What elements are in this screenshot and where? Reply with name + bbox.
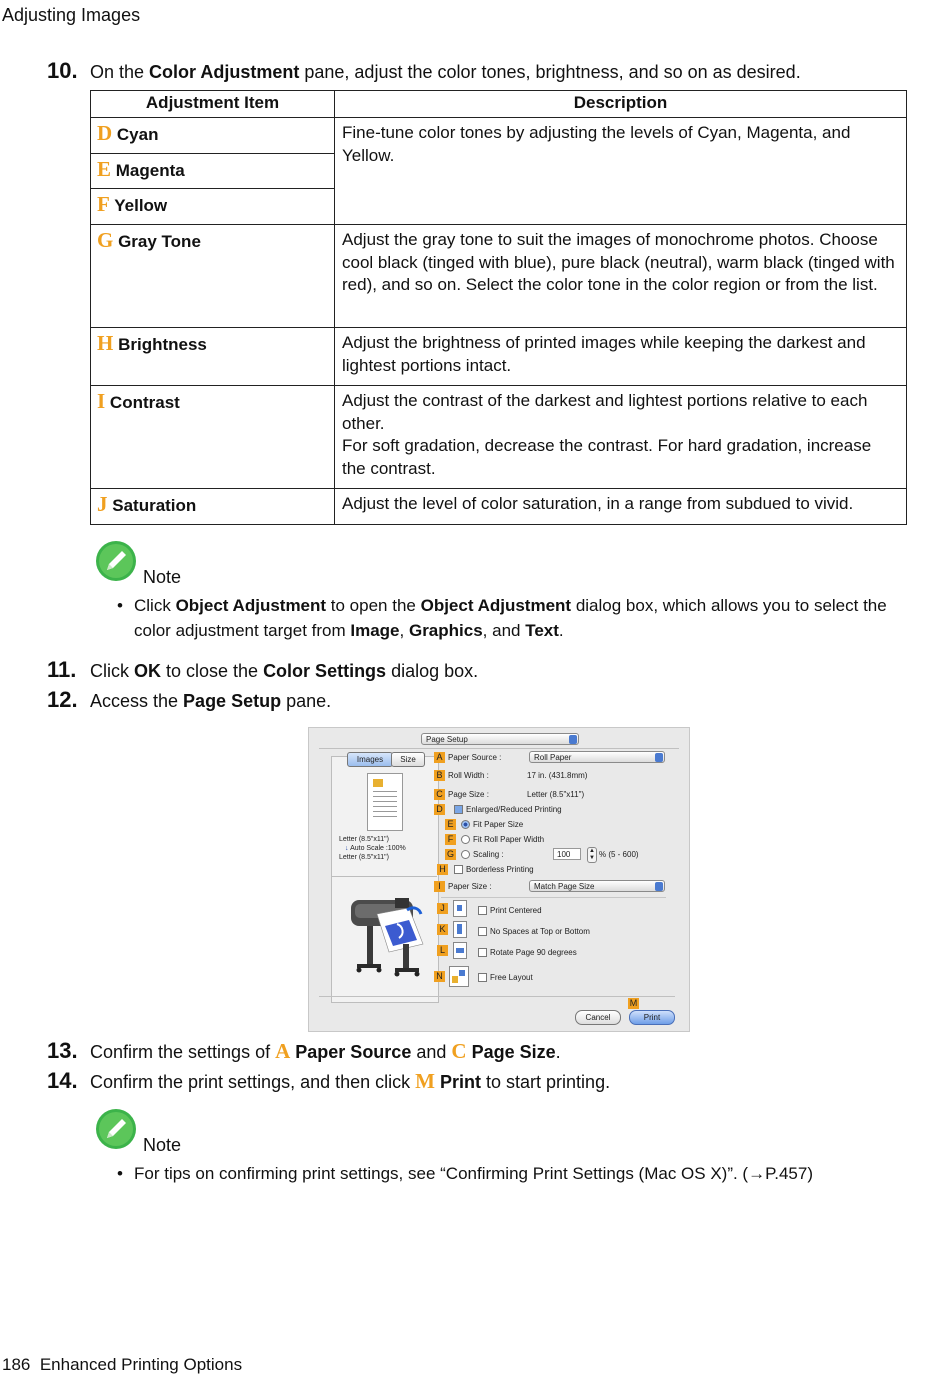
borderless-checkbox[interactable]	[454, 865, 463, 874]
cancel-button[interactable]: Cancel	[575, 1010, 621, 1025]
column-header: Adjustment Item	[91, 91, 335, 118]
note-label: Note	[143, 567, 182, 587]
note-block	[95, 1108, 295, 1158]
paper-size-select[interactable]: Match Page Size	[529, 880, 665, 892]
table-row-magenta: E Magenta	[91, 153, 335, 189]
note-block	[95, 540, 295, 590]
tab-size[interactable]: Size	[391, 752, 425, 767]
step-13: 13. Confirm the settings of A Paper Source and C Page Size.	[47, 1038, 561, 1063]
running-header: Adjusting Images	[2, 5, 141, 25]
note-pencil-icon	[95, 1108, 137, 1150]
table-row-brightness: H Brightness	[91, 328, 335, 386]
page-number: 186	[2, 1355, 31, 1374]
select-arrow-icon	[655, 882, 663, 891]
free-layout-checkbox[interactable]	[478, 973, 487, 982]
letter-n-icon: N	[434, 971, 445, 982]
down-arrow-icon: ↓	[345, 845, 349, 852]
bullet-icon: •	[117, 1164, 123, 1183]
rotate-checkbox[interactable]	[478, 948, 487, 957]
select-arrow-icon	[655, 753, 663, 762]
column-header: Description	[335, 91, 907, 118]
table-row-yellow: F Yellow	[91, 189, 335, 225]
desc-contrast: Adjust the contrast of the darkest and lightest portions relative to each other. For soft gradation, decrease the contrast. For hard gradation, increase the contrast.	[335, 386, 907, 489]
free-layout-icon	[449, 966, 469, 987]
note-bullet: • For tips on confirming print settings, see “Confirming Print Settings (Mac OS X)”. (→P.457)	[117, 1161, 917, 1186]
desc-brightness: Adjust the brightness of printed images while keeping the darkest and lightest portions intact.	[335, 328, 907, 386]
letter-m-icon: M	[629, 998, 638, 1008]
letter-k-icon: K	[437, 924, 448, 935]
letter-h-icon: H	[437, 864, 448, 875]
step-11: 11. Click OK to close the Color Settings dialog box.	[47, 657, 479, 682]
desc-cmy: Fine-tune color tones by adjusting the levels of Cyan, Magenta, and Yellow.	[335, 118, 907, 225]
page-setup-dialog: Page Setup Images Size Letter (8.5"x11") ↓ Auto Scale :100% Letter (8.5"x11") A Paper Source : Roll Paper B Roll Width : 17 in. (431.8mm) C Page Size : Letter (8.5"x11") D Enlarged/Reduced Printing E Fit Paper Size F Fit Roll Paper Width G Scaling : 100 ▲ ▼ % (5 - 600) H Borderless Printing I Paper Size : Match Page Size J Print Centered K No Spaces at Top or Bottom L Rotate Page 90 degrees N Free Layout M Cancel Print	[308, 727, 690, 1032]
table-row-saturation: J Saturation	[91, 489, 335, 525]
letter-j-icon: J	[437, 903, 448, 914]
no-spaces-checkbox[interactable]	[478, 927, 487, 936]
popup-arrow-icon	[569, 735, 577, 744]
footer-section: Enhanced Printing Options	[39, 1355, 243, 1374]
bullet-icon: •	[117, 596, 123, 615]
adjustment-table	[90, 90, 907, 525]
scaling-radio[interactable]	[461, 850, 470, 859]
print-centered-checkbox[interactable]	[478, 906, 487, 915]
printer-illustration-icon	[337, 884, 437, 984]
table-row-contrast: I Contrast	[91, 386, 335, 489]
step-12: 12. Access the Page Setup pane.	[47, 687, 332, 712]
tab-images[interactable]: Images	[347, 752, 393, 767]
fit-roll-radio[interactable]	[461, 835, 470, 844]
note-pencil-icon	[95, 540, 137, 582]
step-number: 10.	[47, 58, 78, 83]
print-centered-icon	[453, 900, 467, 917]
letter-a-icon: A	[434, 752, 445, 763]
enlarged-checkbox[interactable]	[454, 805, 463, 814]
no-spaces-icon	[453, 921, 467, 938]
desc-saturation: Adjust the level of color saturation, in a range from subdued to vivid.	[335, 489, 907, 525]
letter-g-icon: G	[446, 849, 454, 859]
note-bullet: • Click Object Adjustment to open the Object Adjustment dialog box, which allows you to select the color adjustment target from Image, Graphics, and Text.	[117, 593, 917, 643]
letter-i-icon: I	[434, 881, 445, 892]
letter-f-icon: F	[445, 834, 456, 845]
scaling-input[interactable]: 100	[553, 848, 581, 860]
desc-gray: Adjust the gray tone to suit the images of monochrome photos. Choose cool black (tinged with blue), pure black (neutral), warm black (tinged with red), and so on. Select the color tone in the color region or from the list.	[335, 225, 907, 328]
step-10: 10. On the Color Adjustment pane, adjust the color tones, brightness, and so on as desired.	[47, 58, 801, 83]
paper-source-select[interactable]: Roll Paper	[529, 751, 665, 763]
letter-l-icon: L	[437, 945, 448, 956]
letter-e-icon: E	[445, 819, 456, 830]
step-14: 14. Confirm the print settings, and then click M Print to start printing.	[47, 1068, 611, 1093]
table-row-cyan: D Cyan	[91, 118, 335, 154]
scaling-stepper-icon[interactable]: ▲ ▼	[587, 847, 597, 863]
note-label: Note	[143, 1135, 182, 1155]
fit-paper-radio[interactable]	[461, 820, 470, 829]
page-footer	[2, 1355, 242, 1375]
pane-popup[interactable]: Page Setup	[421, 733, 579, 745]
page-preview	[367, 773, 403, 831]
table-row-gray-tone: G Gray Tone	[91, 225, 335, 328]
letter-c-icon: C	[434, 789, 445, 800]
rotate-page-icon	[453, 942, 467, 959]
letter-d-icon: D	[434, 804, 445, 815]
print-button[interactable]: Print	[629, 1010, 675, 1025]
letter-b-icon: B	[434, 770, 445, 781]
